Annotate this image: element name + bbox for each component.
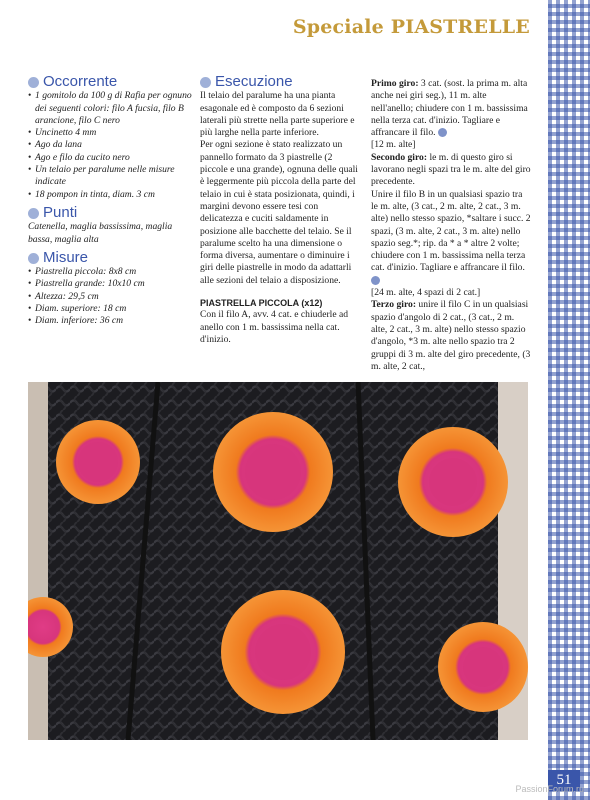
list-item: • Diam. superiore: 18 cm (28, 303, 193, 315)
page-number: 51 (548, 770, 580, 791)
paragraph: Terzo giro: unire il filo C in un qualsiasi spazio d'angolo di 2 cat., (3 cat., 2 m. alte, 2 cat., 3 m. alte) nello stesso spazio d'angolo, *3 m. alte nello spazio tra 2 gruppi di 3 m. alte del giro precedente, (3 m. alte, 2 cat., (371, 299, 531, 372)
instructions-column (200, 72, 360, 346)
list-item: • Uncinetto 4 mm (28, 127, 193, 139)
paragraph: Il telaio del paralume ha una pianta esagonale ed è composto da 6 sezioni laterali più strette nella parte superiore e più larghe nella parte inferiore. (200, 90, 355, 139)
bullet-circle-icon (28, 253, 39, 264)
gingham-border (548, 0, 590, 800)
page-title: Speciale PIASTRELLE (292, 16, 530, 38)
watermark-text: PassionForum.ru (515, 784, 584, 794)
paragraph: Unire il filo B in un qualsiasi spazio tra le m. alte, (3 cat., 2 m. alte, 2 cat., 3 m. alte) nello stesso spazio, *saltare i succ. 2 spazi, (3 m. alte, 2 cat., 3 m. alte) nello spazio seg.*; rip. da * a * altre 2 volte; chiudere con 1 m. bassissima nella terza cat. d'inizio. Tagliare e affrancare il filo. (371, 189, 531, 287)
list-item: • Piastrella piccola: 8x8 cm (28, 266, 193, 278)
step-marker-icon (438, 128, 447, 137)
list-item: • Ago e filo da cucito nero (28, 152, 193, 164)
subheading-small-tile: PIASTRELLA PICCOLA (x12) (200, 298, 323, 309)
lampshade-photo (28, 382, 528, 740)
paragraph: Con il filo A, avv. 4 cat. e chiuderle ad anello con 1 m. bassissima nella cat. d'inizio. (200, 309, 349, 345)
section-heading-esecuzione: Esecuzione (200, 76, 360, 88)
list-item: • Altezza: 29,5 cm (28, 291, 193, 303)
paragraph: [24 m. alte, 4 spazi di 2 cat.] (371, 287, 481, 299)
stitches-text: Catenella, maglia bassissima, maglia bassa, maglia alta (28, 221, 173, 245)
paragraph: [12 m. alte] (371, 139, 416, 151)
list-item: • Ago da lana (28, 139, 193, 151)
bullet-circle-icon (200, 77, 211, 88)
materials-list (28, 90, 193, 201)
paragraph: Per ogni sezione è stato realizzato un pannello formato da 3 piastrelle (2 piccole e una grande), ognuna delle quali è leggermente più piccola della parte del telaio in cui è stata posizionata, quindi, i margini devono essere tesi con delicatezza e cuciti saldamente in posizione alle bacchette del telaio. Se il paralume scelto ha una dimensione o forma diversa, aumentare o diminuire i giri delle piastrelle in modo da adattarli alle sezioni del telaio a disposizione. (200, 139, 358, 286)
list-item: • Un telaio per paralume nelle misure indicate (28, 164, 193, 189)
bullet-circle-icon (28, 77, 39, 88)
rounds-column (371, 78, 531, 373)
crochet-lampshade-illustration (28, 382, 528, 740)
materials-column (28, 72, 193, 328)
paragraph: Primo giro: 3 cat. (sost. la prima m. alta anche nei giri seg.), 11 m. alte nell'anello; chiudere con 1 m. bassissima nella terza cat. d'inizio. Tagliare e affrancare il filo. (371, 78, 528, 139)
step-marker-icon (371, 276, 380, 285)
list-item: • 18 pompon in tinta, diam. 3 cm (28, 189, 193, 201)
bullet-circle-icon (28, 208, 39, 219)
list-item: • Diam. inferiore: 36 cm (28, 315, 193, 327)
measures-list (28, 266, 193, 327)
section-heading-occorrente: Occorrente (28, 76, 193, 88)
list-item: • 1 gomitolo da 100 g di Rafia per ognuno dei seguenti colori: filo A fucsia, filo B arancione, filo C nero (28, 90, 193, 127)
list-item: • Piastrella grande: 10x10 cm (28, 278, 193, 290)
section-heading-punti: Punti (28, 207, 193, 219)
section-heading-misure: Misure (28, 252, 193, 264)
paragraph: Secondo giro: le m. di questo giro si lavorano negli spazi tra le m. alte del giro precedente. (371, 151, 531, 188)
